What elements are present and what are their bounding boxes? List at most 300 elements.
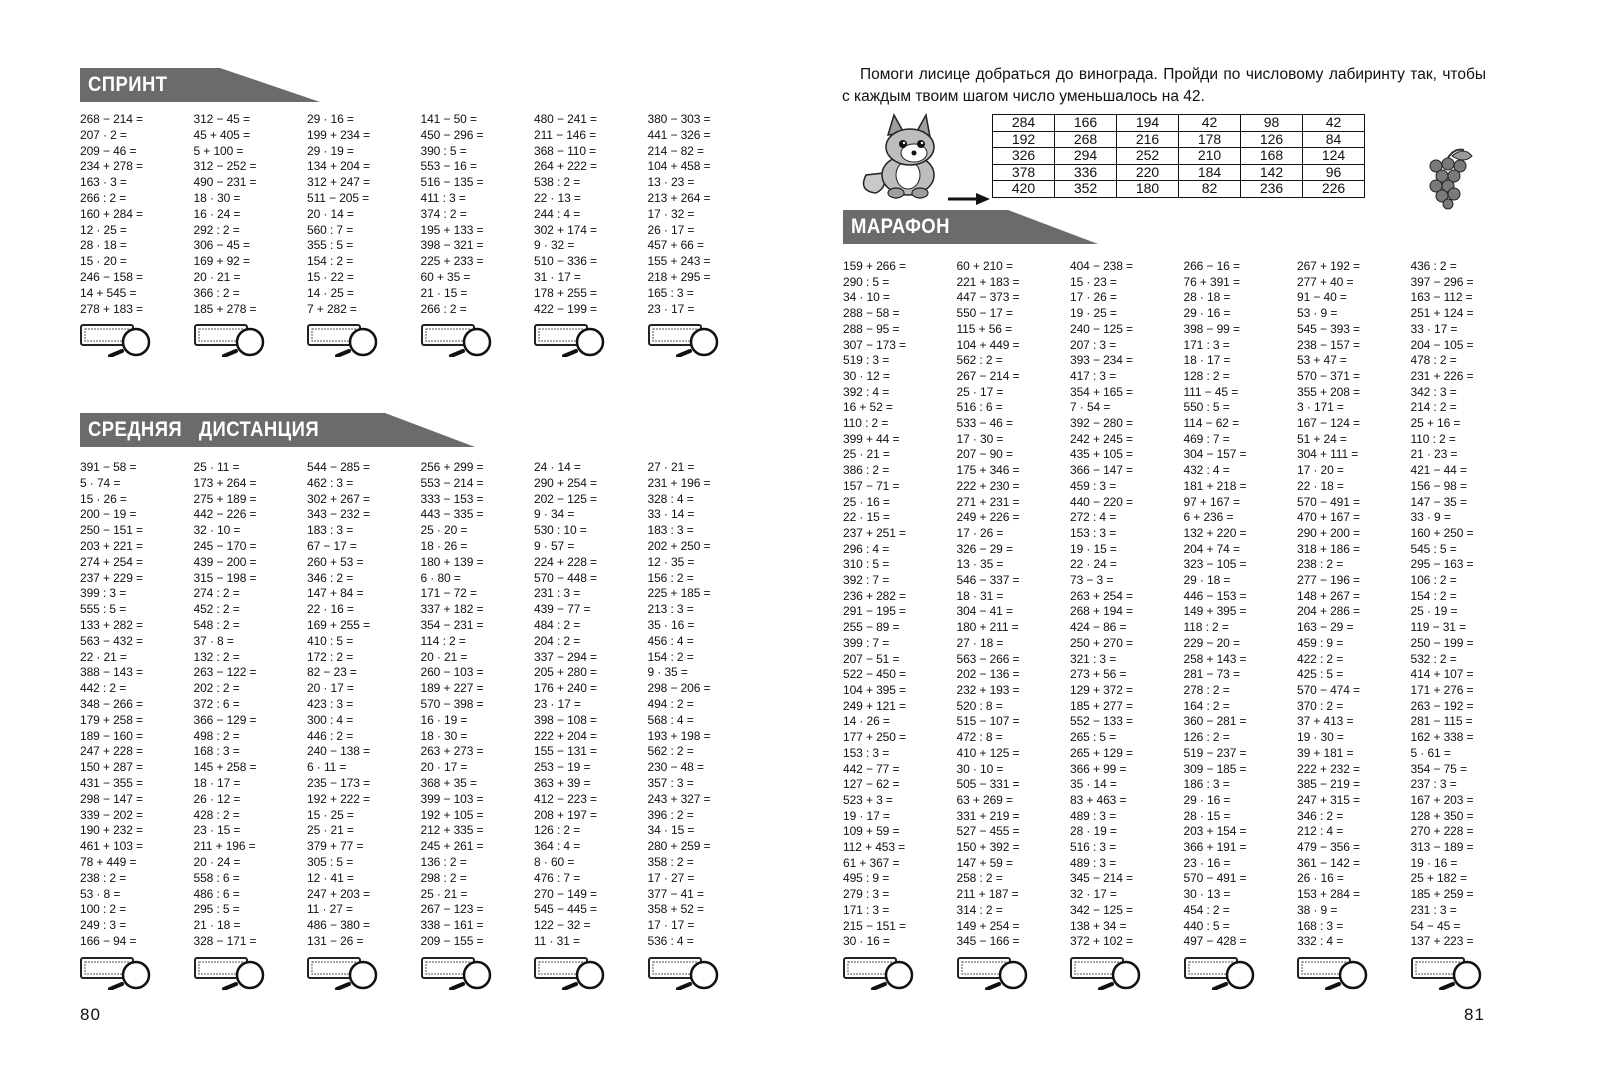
math-expression: 7 · 54 = (1070, 400, 1111, 415)
math-expression: 13 · 23 = (647, 175, 695, 190)
math-expression: 562 : 2 = (647, 744, 694, 759)
math-expression: 238 : 2 = (1297, 557, 1344, 572)
math-expression: 39 + 181 = (1297, 745, 1354, 760)
maze-instructions: Помоги лисице добраться до винограда. Пройди по числовому лабиринту так, чтобы с каждым твоим шагом число уменьшалось на 42. (842, 66, 1486, 105)
math-expression: 431 − 355 = (80, 775, 143, 790)
math-expression: 18 · 30 = (193, 190, 241, 205)
math-expression: 133 + 282 = (80, 617, 143, 632)
math-expression: 234 + 278 = (80, 159, 143, 174)
math-expression: 251 + 124 = (1410, 306, 1474, 321)
math-expression: 83 + 463 = (1070, 792, 1127, 807)
sprint-column (648, 112, 762, 357)
math-expression: 366 − 147 = (1070, 463, 1133, 478)
maze-cell: 166 (1055, 115, 1117, 132)
maze-cell: 236 (1241, 181, 1303, 198)
math-expression: 207 : 3 = (1070, 337, 1117, 352)
math-expression: 379 + 77 = (307, 839, 364, 854)
math-expression: 3 · 171 = (1297, 400, 1344, 415)
math-expression: 22 · 13 = (534, 190, 581, 205)
math-expression: 366 + 191 = (1183, 840, 1247, 855)
math-expression: 321 : 3 = (1070, 651, 1117, 666)
math-expression: 128 : 2 = (1183, 368, 1230, 383)
math-expression: 348 − 266 = (80, 696, 143, 711)
math-expression: 9 · 57 = (534, 538, 575, 553)
math-expression: 147 − 35 = (1410, 494, 1467, 509)
math-expression: 26 · 17 = (647, 222, 695, 237)
math-expression: 440 : 5 = (1183, 918, 1230, 933)
math-expression: 553 − 16 = (420, 159, 477, 174)
math-expression: 296 : 4 = (843, 541, 890, 556)
math-expression: 32 · 17 = (1070, 887, 1117, 902)
math-expression: 136 : 2 = (420, 854, 467, 869)
sprint-title: СПРИНТ (88, 73, 168, 96)
math-expression: 189 − 160 = (80, 728, 143, 743)
math-expression: 372 : 6 = (193, 696, 240, 711)
sprint-column (307, 112, 421, 357)
math-expression: 260 + 53 = (307, 554, 364, 569)
math-expression: 489 : 3 = (1070, 855, 1117, 870)
math-expression: 202 − 125 = (534, 491, 597, 506)
maze-cell: 226 (1303, 181, 1365, 198)
math-expression: 9 · 35 = (647, 665, 688, 680)
math-expression: 126 : 2 = (534, 823, 581, 838)
math-expression: 358 : 2 = (647, 854, 694, 869)
middle-distance-column (194, 460, 308, 990)
maze-row (993, 181, 1365, 198)
math-expression: 224 + 228 = (534, 554, 597, 569)
math-expression: 520 : 8 = (956, 698, 1003, 713)
math-expression: 212 + 335 = (420, 823, 484, 838)
math-expression: 439 − 200 = (193, 554, 257, 569)
math-expression: 207 · 2 = (80, 127, 127, 142)
math-expression: 314 : 2 = (956, 902, 1003, 917)
math-expression: 393 − 234 = (1070, 353, 1133, 368)
math-expression: 204 − 105 = (1410, 337, 1474, 352)
math-expression: 360 − 281 = (1183, 714, 1247, 729)
math-expression: 147 + 59 = (956, 855, 1013, 870)
math-expression: 250 + 270 = (1070, 635, 1133, 650)
math-expression: 538 : 2 = (534, 175, 581, 190)
math-expression: 570 − 491 = (1297, 494, 1360, 509)
math-expression: 536 : 4 = (647, 933, 694, 948)
maze-cell: 210 (1179, 148, 1241, 165)
math-expression: 9 · 34 = (534, 507, 575, 522)
math-expression: 180 + 211 = (956, 620, 1019, 635)
math-expression: 368 + 35 = (420, 775, 477, 790)
math-expression: 243 + 327 = (647, 791, 711, 806)
math-expression: 476 : 7 = (534, 870, 581, 885)
math-expression: 114 − 62 = (1183, 416, 1239, 431)
math-expression: 6 + 236 = (1183, 510, 1234, 525)
maze-cell: 352 (1055, 181, 1117, 198)
math-expression: 270 + 228 = (1410, 824, 1474, 839)
math-expression: 153 : 3 = (1070, 525, 1117, 540)
math-expression: 366 : 2 = (193, 285, 240, 300)
math-expression: 20 · 17 = (307, 681, 354, 696)
math-expression: 186 : 3 = (1183, 777, 1230, 792)
math-expression: 442 : 2 = (80, 681, 127, 696)
maze-cell: 124 (1303, 148, 1365, 165)
math-expression: 298 − 206 = (647, 681, 711, 696)
math-expression: 5 · 61 = (1410, 745, 1451, 760)
math-expression: 479 − 356 = (1297, 840, 1360, 855)
math-expression: 34 · 15 = (647, 823, 695, 838)
math-expression: 17 · 27 = (647, 870, 695, 885)
math-expression: 27 · 18 = (956, 635, 1004, 650)
middle-distance-column (534, 460, 648, 990)
math-expression: 149 + 395 = (1183, 604, 1247, 619)
math-expression: 404 − 238 = (1070, 259, 1133, 273)
math-expression: 131 − 26 = (307, 933, 364, 948)
math-expression: 563 − 432 = (80, 633, 143, 648)
math-expression: 570 − 491 = (1183, 871, 1247, 886)
math-expression: 34 · 10 = (843, 290, 890, 305)
math-expression: 486 − 380 = (307, 918, 370, 933)
math-expression: 115 + 56 = (956, 321, 1012, 336)
math-expression: 486 : 6 = (193, 886, 240, 901)
marathon-column (1070, 259, 1184, 990)
math-expression: 185 + 277 = (1070, 698, 1133, 713)
math-expression: 552 − 133 = (1070, 714, 1133, 729)
marathon-column (1411, 259, 1525, 990)
math-expression: 339 − 202 = (80, 807, 143, 822)
maze-cell: 220 (1117, 164, 1179, 181)
math-expression: 470 + 167 = (1297, 510, 1360, 525)
math-expression: 268 − 214 = (80, 112, 143, 126)
math-expression: 247 + 203 = (307, 886, 370, 901)
math-expression: 238 − 157 = (1297, 337, 1360, 352)
math-expression: 195 + 133 = (420, 222, 484, 237)
math-expression: 247 + 315 = (1297, 792, 1360, 807)
math-expression: 560 : 7 = (307, 222, 354, 237)
math-expression: 472 : 8 = (956, 730, 1003, 745)
math-expression: 33 · 17 = (1410, 321, 1458, 336)
math-expression: 18 · 17 = (193, 775, 241, 790)
math-expression: 18 · 30 = (420, 728, 468, 743)
math-expression: 304 + 111 = (1297, 447, 1359, 462)
math-expression: 14 + 545 = (80, 285, 137, 300)
stopwatch-magnifier-icon (1297, 956, 1377, 990)
stopwatch-magnifier-icon (307, 956, 387, 990)
sprint-column (421, 112, 535, 357)
math-expression: 266 : 2 = (420, 301, 467, 316)
math-expression: 452 : 2 = (193, 602, 240, 617)
math-expression: 355 : 5 = (307, 238, 354, 253)
math-expression: 215 − 151 = (843, 918, 906, 933)
math-expression: 495 : 9 = (843, 871, 890, 886)
math-expression: 179 + 258 = (80, 712, 143, 727)
math-expression: 111 − 45 = (1183, 384, 1239, 399)
maze-cell: 326 (993, 148, 1055, 165)
math-expression: 119 − 31 = (1410, 620, 1466, 635)
math-expression: 527 − 455 = (956, 824, 1020, 839)
math-expression: 440 − 220 = (1070, 494, 1133, 509)
math-expression: 333 − 153 = (420, 491, 484, 506)
math-expression: 110 : 2 = (843, 416, 889, 431)
math-expression: 231 + 226 = (1410, 368, 1474, 383)
math-expression: 523 + 3 = (843, 792, 893, 807)
math-expression: 242 + 245 = (1070, 431, 1133, 446)
math-expression: 305 : 5 = (307, 854, 354, 869)
math-expression: 16 + 52 = (843, 400, 893, 415)
math-expression: 25 · 16 = (843, 494, 890, 509)
math-expression: 545 − 445 = (534, 902, 597, 917)
math-expression: 302 + 174 = (534, 222, 597, 237)
math-expression: 25 · 19 = (1410, 604, 1458, 619)
math-expression: 29 · 16 = (1183, 306, 1231, 321)
math-expression: 300 : 4 = (307, 712, 354, 727)
math-expression: 331 + 219 = (956, 808, 1020, 823)
math-expression: 106 : 2 = (1410, 573, 1457, 588)
math-expression: 154 : 2 = (1410, 588, 1457, 603)
math-expression: 295 − 163 = (1410, 557, 1474, 572)
math-expression: 20 · 21 = (193, 269, 241, 284)
math-expression: 332 : 4 = (1297, 934, 1344, 949)
math-expression: 209 − 46 = (80, 143, 137, 158)
math-expression: 25 + 182 = (1410, 871, 1467, 886)
math-expression: 263 + 273 = (420, 744, 484, 759)
math-expression: 60 + 35 = (420, 269, 471, 284)
math-expression: 380 − 303 = (647, 112, 711, 126)
math-expression: 354 + 165 = (1070, 384, 1133, 399)
marathon-column (1184, 259, 1298, 990)
math-expression: 53 · 9 = (1297, 306, 1338, 321)
math-expression: 281 − 115 = (1410, 714, 1473, 729)
math-expression: 255 − 89 = (843, 620, 900, 635)
math-expression: 163 − 29 = (1297, 620, 1354, 635)
math-expression: 32 · 10 = (193, 523, 241, 538)
math-expression: 25 · 20 = (420, 523, 468, 538)
math-expression: 53 · 8 = (80, 886, 121, 901)
math-expression: 15 · 20 = (80, 254, 127, 269)
math-expression: 24 · 14 = (534, 460, 581, 474)
maze-cell: 284 (993, 115, 1055, 132)
math-expression: 171 − 72 = (420, 586, 477, 601)
math-expression: 129 + 372 = (1070, 682, 1133, 697)
math-expression: 16 · 19 = (420, 712, 468, 727)
math-expression: 222 + 232 = (1297, 761, 1360, 776)
math-expression: 26 · 16 = (1297, 871, 1344, 886)
math-expression: 277 − 196 = (1297, 573, 1360, 588)
math-expression: 192 + 105 = (420, 807, 484, 822)
math-expression: 23 · 17 = (647, 301, 695, 316)
math-expression: 424 − 86 = (1070, 620, 1127, 635)
math-expression: 155 + 243 = (647, 254, 711, 269)
math-expression: 550 : 5 = (1183, 400, 1230, 415)
math-expression: 247 + 228 = (80, 744, 143, 759)
math-expression: 273 + 56 = (1070, 667, 1127, 682)
math-expression: 519 : 3 = (843, 353, 890, 368)
math-expression: 363 + 39 = (534, 775, 591, 790)
math-expression: 202 − 136 = (956, 667, 1020, 682)
math-expression: 15 · 22 = (307, 269, 354, 284)
math-expression: 358 + 52 = (647, 902, 704, 917)
math-expression: 33 · 9 = (1410, 510, 1451, 525)
math-expression: 421 − 44 = (1410, 463, 1467, 478)
math-expression: 14 · 26 = (843, 714, 890, 729)
math-expression: 172 : 2 = (307, 649, 354, 664)
math-expression: 5 · 74 = (80, 475, 121, 490)
math-expression: 240 − 138 = (307, 744, 370, 759)
stopwatch-magnifier-icon (307, 323, 387, 357)
math-expression: 171 : 3 = (1183, 337, 1230, 352)
math-expression: 550 − 17 = (956, 306, 1013, 321)
right-page (800, 0, 1601, 1080)
math-expression: 428 : 2 = (193, 807, 240, 822)
maze-cell: 42 (1179, 115, 1241, 132)
maze-cell: 168 (1241, 148, 1303, 165)
math-expression: 168 : 3 = (193, 744, 240, 759)
math-expression: 225 + 233 = (420, 254, 484, 269)
math-expression: 516 : 6 = (956, 400, 1003, 415)
math-expression: 489 : 3 = (1070, 808, 1117, 823)
math-expression: 459 : 9 = (1297, 635, 1344, 650)
stopwatch-magnifier-icon (194, 323, 274, 357)
math-expression: 446 − 153 = (1183, 588, 1247, 603)
math-expression: 245 + 261 = (420, 839, 484, 854)
maze-cell: 96 (1303, 164, 1365, 181)
math-expression: 388 − 143 = (80, 665, 143, 680)
math-expression: 213 + 264 = (647, 190, 711, 205)
math-expression: 22 · 15 = (843, 510, 890, 525)
math-expression: 19 · 25 = (1070, 306, 1117, 321)
math-expression: 183 : 3 = (307, 523, 354, 538)
math-expression: 156 : 2 = (647, 570, 694, 585)
marathon-column (843, 259, 957, 990)
math-expression: 202 + 250 = (647, 538, 711, 553)
math-expression: 203 + 221 = (80, 538, 143, 553)
math-expression: 457 + 66 = (647, 238, 704, 253)
math-expression: 230 − 48 = (647, 760, 704, 775)
math-expression: 280 + 259 = (647, 839, 711, 854)
math-expression: 410 : 5 = (307, 633, 354, 648)
stopwatch-magnifier-icon (1411, 956, 1491, 990)
math-expression: 25 · 21 = (420, 886, 468, 901)
math-expression: 397 − 296 = (1410, 274, 1474, 289)
math-expression: 18 · 26 = (420, 538, 468, 553)
math-expression: 270 − 149 = (534, 886, 597, 901)
math-expression: 553 − 214 = (420, 475, 484, 490)
math-expression: 171 + 276 = (1410, 682, 1474, 697)
math-expression: 292 : 2 = (193, 222, 240, 237)
math-expression: 246 − 158 = (80, 269, 143, 284)
middle-distance-column (421, 460, 535, 990)
math-expression: 307 − 173 = (843, 337, 906, 352)
math-expression: 12 · 35 = (647, 554, 695, 569)
math-expression: 11 · 27 = (307, 902, 353, 917)
stopwatch-magnifier-icon (421, 323, 501, 357)
math-expression: 28 · 15 = (1183, 808, 1231, 823)
math-expression: 263 − 192 = (1410, 698, 1474, 713)
math-expression: 150 + 392 = (956, 840, 1020, 855)
math-expression: 214 : 2 = (1410, 400, 1457, 415)
math-expression: 11 · 31 = (534, 933, 580, 948)
math-expression: 545 − 393 = (1297, 321, 1360, 336)
math-expression: 398 − 321 = (420, 238, 484, 253)
math-expression: 443 − 335 = (420, 507, 484, 522)
math-expression: 245 − 170 = (193, 538, 257, 553)
math-expression: 104 + 395 = (843, 682, 906, 697)
math-expression: 104 + 449 = (956, 337, 1020, 352)
math-expression: 364 : 4 = (534, 839, 581, 854)
math-expression: 398 − 108 = (534, 712, 597, 727)
math-expression: 118 : 2 = (1183, 620, 1229, 635)
math-expression: 345 − 166 = (956, 934, 1020, 949)
math-expression: 461 + 103 = (80, 839, 143, 854)
left-page (0, 0, 800, 1080)
math-expression: 21 · 18 = (193, 918, 241, 933)
math-expression: 33 · 14 = (647, 507, 695, 522)
math-expression: 147 + 84 = (307, 586, 364, 601)
math-expression: 141 − 50 = (420, 112, 477, 126)
math-expression: 16 · 24 = (193, 206, 241, 221)
math-expression: 31 · 17 = (534, 269, 581, 284)
math-expression: 266 − 16 = (1183, 259, 1240, 273)
math-expression: 343 − 232 = (307, 507, 370, 522)
math-expression: 178 + 255 = (534, 285, 597, 300)
math-expression: 162 + 338 = (1410, 730, 1474, 745)
math-expression: 155 − 131 = (534, 744, 597, 759)
stopwatch-magnifier-icon (957, 956, 1037, 990)
math-expression: 548 : 2 = (193, 617, 240, 632)
math-expression: 422 : 2 = (1297, 651, 1344, 666)
math-expression: 256 + 299 = (420, 460, 484, 474)
math-expression: 237 : 3 = (1410, 777, 1457, 792)
stopwatch-magnifier-icon (534, 323, 614, 357)
middle-distance-banner (80, 413, 475, 449)
maze-row (993, 115, 1365, 132)
math-expression: 15 · 25 = (307, 807, 354, 822)
math-expression: 516 − 135 = (420, 175, 484, 190)
math-expression: 235 − 173 = (307, 775, 370, 790)
math-expression: 410 + 125 = (956, 745, 1020, 760)
math-expression: 231 : 3 = (1410, 902, 1457, 917)
math-expression: 530 : 10 = (534, 523, 587, 538)
math-expression: 19 · 30 = (1297, 730, 1344, 745)
maze-cell: 42 (1303, 115, 1365, 132)
math-expression: 229 − 20 = (1183, 635, 1240, 650)
math-expression: 25 + 16 = (1410, 416, 1461, 431)
math-expression: 28 · 19 = (1070, 824, 1117, 839)
maze-cell: 268 (1055, 131, 1117, 148)
math-expression: 423 : 3 = (307, 696, 354, 711)
math-expression: 6 · 11 = (307, 760, 347, 775)
math-expression: 328 : 4 = (647, 491, 694, 506)
math-expression: 171 : 3 = (843, 902, 890, 917)
math-expression: 204 + 286 = (1297, 604, 1360, 619)
math-expression: 374 : 2 = (420, 206, 467, 221)
math-expression: 20 · 14 = (307, 206, 354, 221)
math-expression: 37 · 8 = (193, 633, 234, 648)
math-expression: 76 + 391 = (1183, 274, 1240, 289)
middle-distance-column (648, 460, 762, 990)
math-expression: 160 + 250 = (1410, 525, 1474, 540)
math-expression: 177 + 250 = (843, 730, 906, 745)
math-expression: 15 · 26 = (80, 491, 127, 506)
math-expression: 271 + 231 = (956, 494, 1020, 509)
maze-row (993, 164, 1365, 181)
math-expression: 30 · 10 = (956, 761, 1004, 776)
math-expression: 22 · 16 = (307, 602, 354, 617)
math-expression: 17 · 26 = (1070, 290, 1117, 305)
math-expression: 304 − 41 = (956, 604, 1013, 619)
math-expression: 309 − 185 = (1183, 761, 1247, 776)
math-expression: 338 − 161 = (420, 918, 484, 933)
math-expression: 28 · 18 = (80, 238, 127, 253)
math-expression: 51 + 24 = (1297, 431, 1347, 446)
math-expression: 73 − 3 = (1070, 573, 1114, 588)
math-expression: 35 · 16 = (647, 617, 695, 632)
